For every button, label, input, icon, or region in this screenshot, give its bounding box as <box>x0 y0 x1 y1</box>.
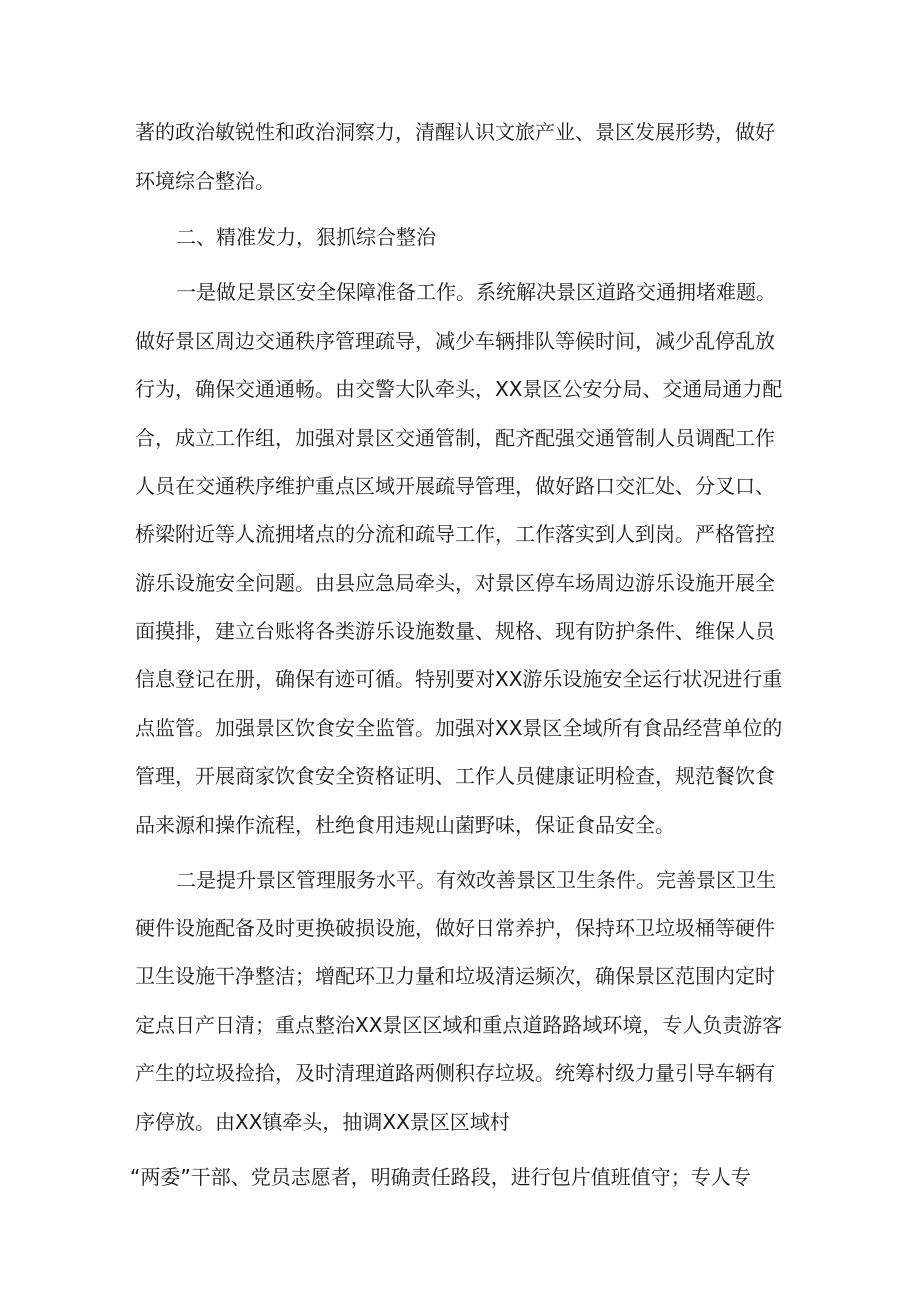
text-line-20: 产生的垃圾捡拾，及时清理道路两侧积存垃圾。统筹村级力量引导车辆有 <box>135 1061 775 1085</box>
text-line-2: 环境综合整治。 <box>135 169 275 193</box>
text-line-7: 合，成立工作组，加强对景区交通管制，配齐配强交通管制人员调配工作 <box>135 426 775 450</box>
text-line-22: “两委”干部、党员志愿者，明确责任路段，进行包片值班值守；专人专 <box>130 1165 751 1189</box>
text-line-6: 行为，确保交通通畅。由交警大队牵头，XX景区公安分局、交通局通力配 <box>135 377 783 401</box>
text-line-17: 硬件设施配备及时更换破损设施，做好日常养护，保持环卫垃圾桶等硬件 <box>135 916 775 940</box>
text-line-11: 面摸排，建立台账将各类游乐设施数量、规格、现有防护条件、维保人员 <box>135 619 775 643</box>
text-line-18: 卫生设施干净整洁；增配环卫力量和垃圾清运频次，确保景区范围内定时 <box>135 964 775 988</box>
text-line-9: 桥梁附近等人流拥堵点的分流和疏导工作，工作落实到人到岗。严格管控 <box>135 522 775 546</box>
text-line-5: 做好景区周边交通秩序管理疏导，减少车辆排队等候时间，减少乱停乱放 <box>135 329 775 353</box>
text-line-21: 序停放。由XX镇牵头，抽调XX景区区域村 <box>135 1110 510 1134</box>
text-line-13: 点监管。加强景区饮食安全监管。加强对XX景区全域所有食品经营单位的 <box>135 716 783 740</box>
section-heading: 二、精准发力，狠抓综合整治 <box>176 225 436 249</box>
text-line-14: 管理，开展商家饮食安全资格证明、工作人员健康证明检查，规范餐饮食 <box>135 764 775 788</box>
text-line-19: 定点日产日清；重点整治XX景区区域和重点道路路域环境，专人负责游客 <box>135 1013 783 1037</box>
text-line-1: 著的政治敏锐性和政治洞察力，清醒认识文旅产业、景区发展形势，做好 <box>135 120 775 144</box>
text-line-8: 人员在交通秩序维护重点区域开展疏导管理，做好路口交汇处、分叉口、 <box>135 474 775 498</box>
text-line-4: 一是做足景区安全保障准备工作。系统解决景区道路交通拥堵难题。 <box>176 280 776 304</box>
text-line-12: 信息登记在册，确保有迹可循。特别要对XX游乐设施安全运行状况进行重 <box>135 667 783 691</box>
text-line-15: 品来源和操作流程，杜绝食用违规山菌野味，保证食品安全。 <box>135 813 675 837</box>
text-line-16: 二是提升景区管理服务水平。有效改善景区卫生条件。完善景区卫生 <box>176 868 776 892</box>
text-line-10: 游乐设施安全问题。由县应急局牵头，对景区停车场周边游乐设施开展全 <box>135 571 775 595</box>
